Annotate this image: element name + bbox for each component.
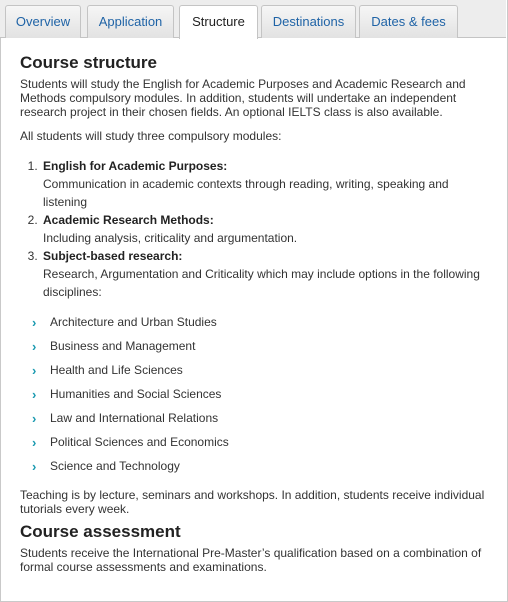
module-name: Subject-based research: (43, 249, 183, 263)
chevron-right-icon: › (32, 339, 37, 354)
tab-destinations[interactable]: Destinations (261, 5, 356, 38)
tab-application[interactable]: Application (87, 5, 174, 38)
discipline-label: Business and Management (50, 339, 196, 353)
module-description: Communication in academic contexts through reading, writing, speaking and listening (43, 177, 449, 209)
teaching-text: Teaching is by lecture, seminars and workshops. In addition, students receive individual tutorials every week. (20, 488, 485, 516)
discipline-item (32, 433, 490, 457)
chevron-right-icon: › (32, 459, 37, 474)
discipline-label: Health and Life Sciences (50, 363, 183, 377)
module-item (41, 157, 490, 211)
discipline-label: Law and International Relations (50, 411, 219, 425)
structure-intro: Students will study the English for Academic Purposes and Academic Research and Methods compulsory modules. In addition, students will undertake an independent research project in their chosen fields. An optional IELTS class is also available. (20, 77, 466, 119)
module-description: Research, Argumentation and Criticality which may include options in the following disciplines: (43, 267, 480, 299)
module-name: English for Academic Purposes: (43, 159, 228, 173)
module-description: Including analysis, criticality and argumentation. (43, 231, 298, 245)
module-item (41, 211, 490, 247)
discipline-label: Architecture and Urban Studies (50, 315, 217, 329)
assessment-text: Students receive the International Pre-Master’s qualification based on a combination of formal course assessments and examinations. (20, 546, 482, 574)
discipline-item (32, 313, 490, 337)
module-name: Academic Research Methods: (43, 213, 214, 227)
discipline-item (32, 409, 490, 433)
discipline-label: Political Sciences and Economics (50, 435, 229, 449)
disciplines-list (20, 313, 490, 481)
discipline-item (32, 361, 490, 385)
discipline-item (32, 385, 490, 409)
chevron-right-icon: › (32, 411, 37, 426)
tab-bar (0, 0, 506, 38)
discipline-label: Science and Technology (50, 459, 180, 473)
tab-content (20, 52, 490, 574)
discipline-item (32, 457, 490, 481)
course-assessment-heading: Course assessment (20, 522, 181, 541)
course-structure-heading: Course structure (20, 53, 157, 72)
tab-overview[interactable]: Overview (5, 5, 81, 38)
tab-structure[interactable]: Structure (179, 5, 258, 39)
module-item (41, 247, 490, 301)
chevron-right-icon: › (32, 387, 37, 402)
tab-dates-fees[interactable]: Dates & fees (359, 5, 458, 38)
modules-lead: All students will study three compulsory modules: (20, 129, 282, 143)
chevron-right-icon: › (32, 435, 37, 450)
discipline-label: Humanities and Social Sciences (50, 387, 222, 401)
modules-list (20, 157, 490, 301)
chevron-right-icon: › (32, 363, 37, 378)
discipline-item (32, 337, 490, 361)
chevron-right-icon: › (32, 315, 37, 330)
